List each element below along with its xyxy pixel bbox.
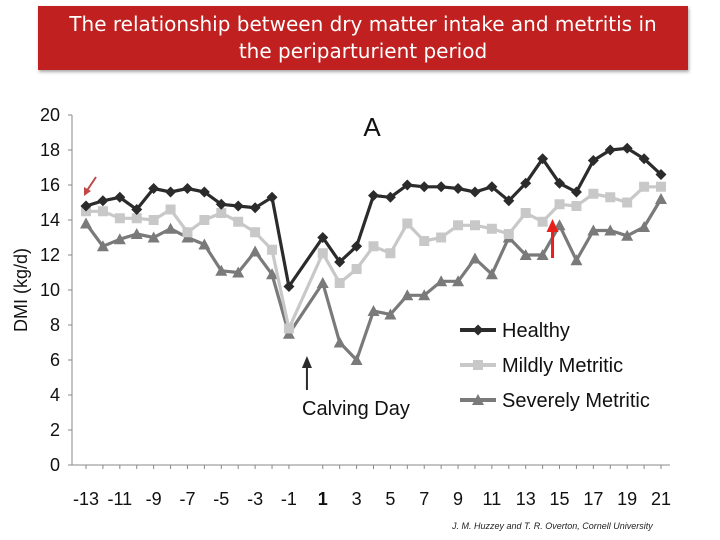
y-tick-label: 4 [49, 385, 60, 405]
data-point [182, 227, 192, 237]
data-point [233, 201, 244, 212]
x-tick-label: 13 [515, 489, 536, 509]
calving-arrow-head [302, 356, 312, 368]
data-point [453, 220, 463, 230]
calving-day-label: Calving Day [302, 398, 410, 420]
y-tick-label: 14 [39, 210, 60, 230]
y-tick-label: 10 [39, 280, 60, 300]
data-point [538, 217, 548, 227]
data-point [166, 205, 176, 215]
data-point [622, 198, 632, 208]
x-tick-label: 15 [549, 489, 570, 509]
x-tick-label: 9 [453, 489, 464, 509]
x-tick-label: 7 [419, 489, 430, 509]
x-tick-label: -9 [145, 489, 162, 509]
data-point [249, 246, 261, 257]
data-point [470, 220, 480, 230]
data-point [97, 195, 108, 206]
x-tick-label: 11 [482, 489, 502, 509]
x-tick-label: -1 [280, 489, 297, 509]
data-point [469, 187, 480, 198]
data-point [555, 199, 565, 209]
x-tick-label: -13 [72, 489, 100, 509]
data-point [588, 189, 598, 199]
data-point [284, 324, 294, 334]
data-point [165, 187, 176, 198]
panel-label: A [363, 112, 381, 142]
data-point [571, 201, 581, 211]
data-point [419, 181, 430, 192]
data-point [487, 224, 497, 234]
x-tick-label: -7 [179, 489, 196, 509]
y-tick-label: 18 [39, 140, 60, 160]
y-tick-label: 6 [49, 350, 60, 370]
data-point [402, 219, 412, 229]
y-tick-label: 0 [49, 455, 60, 475]
x-tick-label: -5 [213, 489, 230, 509]
data-point [369, 241, 379, 251]
data-point [368, 190, 379, 201]
x-tick-label: 19 [617, 489, 638, 509]
data-point [419, 236, 429, 246]
data-point [233, 217, 243, 227]
data-point [521, 208, 531, 218]
data-point [655, 193, 667, 204]
data-point [115, 213, 125, 223]
legend-label: Mildly Metritic [502, 355, 624, 377]
data-point [250, 227, 260, 237]
x-tick-label: -3 [247, 489, 264, 509]
legend-marker [473, 360, 483, 370]
data-point [182, 183, 193, 194]
data-point [199, 215, 209, 225]
y-axis-label: DMI (kg/d) [11, 247, 31, 333]
series-line-severely-metritic [86, 199, 661, 360]
data-point [656, 182, 666, 192]
y-tick-label: 16 [39, 175, 60, 195]
data-point [98, 206, 108, 216]
x-tick-label: 17 [583, 489, 604, 509]
data-point [149, 215, 159, 225]
data-point [504, 229, 514, 239]
data-point [453, 183, 464, 194]
series-line-healthy [86, 148, 661, 286]
y-tick-label: 20 [39, 105, 60, 125]
x-tick-label: -11 [107, 489, 133, 509]
data-point [436, 181, 447, 192]
legend-label: Severely Metritic [502, 390, 650, 412]
x-tick-label: 3 [351, 489, 362, 509]
data-point [436, 233, 446, 243]
x-tick-label: 5 [385, 489, 396, 509]
data-point [267, 245, 277, 255]
y-tick-label: 12 [39, 245, 60, 265]
legend-marker [473, 325, 484, 336]
slide-title: The relationship between dry matter intake and metritis in the periparturient period [69, 12, 657, 63]
data-point [317, 277, 329, 288]
data-point [335, 278, 345, 288]
credit-text: J. M. Huzzey and T. R. Overton, Cornell University [452, 521, 653, 531]
data-point [334, 337, 346, 348]
legend-label: Healthy [502, 320, 570, 342]
y-tick-label: 8 [49, 315, 60, 335]
data-point [385, 248, 395, 258]
data-point [165, 223, 177, 234]
x-tick-label: 21 [650, 489, 672, 509]
data-point [639, 182, 649, 192]
data-point [605, 192, 615, 202]
x-tick-label: 1 [317, 489, 328, 509]
data-point [352, 264, 362, 274]
data-point [318, 248, 328, 258]
data-point [80, 218, 92, 229]
data-point [469, 253, 481, 264]
y-tick-label: 2 [49, 420, 60, 440]
